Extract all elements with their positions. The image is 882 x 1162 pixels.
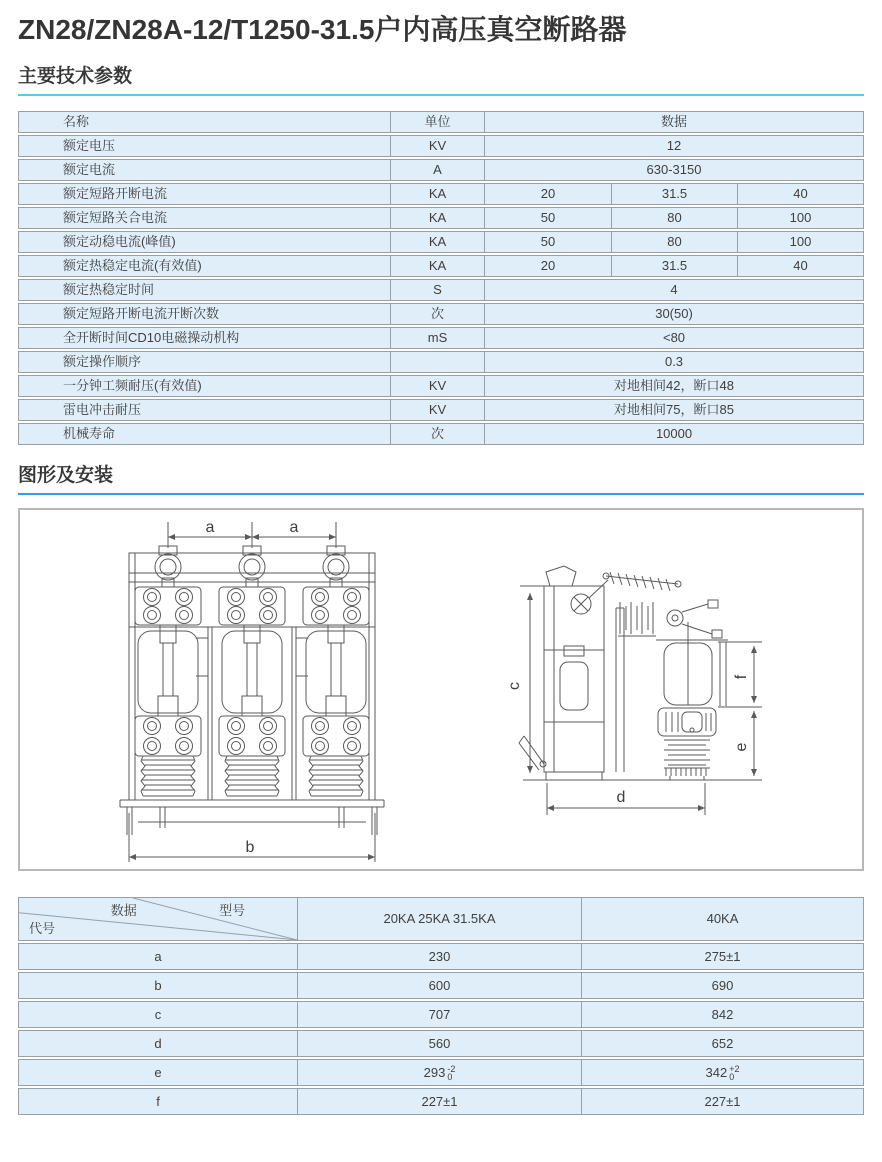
dim-value-cell: 690 [581, 972, 864, 999]
param-unit-cell: mS [390, 327, 484, 349]
param-value-cell: 31.5 [611, 255, 737, 277]
param-unit-cell [390, 351, 484, 373]
tolerance-sup: -2 [447, 1063, 456, 1074]
table-row [18, 1088, 864, 1115]
param-value-cell: 20 [484, 255, 611, 277]
table-row [18, 279, 864, 301]
dim-value-cell-tolerance [297, 1059, 581, 1086]
dim-value-cell: 275±1 [581, 943, 864, 970]
dim-value-cell: 707 [297, 1001, 581, 1028]
dim-value-cell-tolerance [581, 1059, 864, 1086]
table-row [18, 399, 864, 421]
param-value-cell: 100 [737, 231, 864, 253]
col-header-models-1: 20KA 25KA 31.5KA [297, 897, 581, 941]
dim-code-cell: d [18, 1030, 297, 1057]
param-name-cell: 额定动稳电流(峰值) [18, 231, 390, 253]
param-value-cell: 10000 [484, 423, 864, 445]
col-header-unit: 单位 [390, 111, 484, 133]
param-unit-cell: KV [390, 399, 484, 421]
dimensions-table [18, 895, 864, 1117]
dim-value-cell: 560 [297, 1030, 581, 1057]
table-row [18, 1030, 864, 1057]
param-value-cell: 100 [737, 207, 864, 229]
table-row [18, 972, 864, 999]
param-value-cell: 30(50) [484, 303, 864, 325]
diagonal-lines [19, 898, 297, 940]
param-name-cell: 额定电压 [18, 135, 390, 157]
dim-label-a1: a [205, 519, 215, 536]
param-name-cell: 一分钟工频耐压(有效值) [18, 375, 390, 397]
param-value-cell: 50 [484, 231, 611, 253]
param-name-cell: 额定电流 [18, 159, 390, 181]
dim-value-cell: 227±1 [297, 1088, 581, 1115]
dim-label-f: f [733, 674, 750, 680]
param-name-cell: 雷电冲击耐压 [18, 399, 390, 421]
page-title: ZN28/ZN28A-12/T1250-31.5户内高压真空断路器 [18, 14, 627, 45]
dim-code-cell: a [18, 943, 297, 970]
col-header-name: 名称 [18, 111, 390, 133]
dim-label-d: d [616, 789, 626, 806]
param-unit-cell: S [390, 279, 484, 301]
param-name-cell: 额定热稳定电流(有效值) [18, 255, 390, 277]
dim-code-cell: f [18, 1088, 297, 1115]
table-row [18, 231, 864, 253]
param-value-cell: 4 [484, 279, 864, 301]
param-name-cell: 额定短路开断电流 [18, 183, 390, 205]
param-name-cell: 全开断时间CD10电磁操动机构 [18, 327, 390, 349]
table-row [18, 351, 864, 373]
dim-label-e: e [733, 742, 750, 752]
table-row [18, 135, 864, 157]
tolerance-base: 293 [423, 1065, 446, 1080]
col-header-data: 数据 [484, 111, 864, 133]
param-value-cell: <80 [484, 327, 864, 349]
table-row [18, 183, 864, 205]
header-data-label: 数据 [110, 903, 137, 918]
tolerance-sub: 0 [447, 1071, 453, 1082]
param-unit-cell: KV [390, 135, 484, 157]
dim-label-a2: a [289, 519, 299, 536]
dim-code-cell: e [18, 1059, 297, 1086]
table-row [18, 943, 864, 970]
dim-label-b: b [245, 839, 255, 856]
table-row [18, 423, 864, 445]
param-value-cell: 630-3150 [484, 159, 864, 181]
param-unit-cell: KA [390, 231, 484, 253]
section-heading-installation: 图形及安装 [18, 463, 864, 495]
dim-label-c: c [506, 682, 523, 690]
table-header-row [18, 111, 864, 133]
dim-value-cell: 842 [581, 1001, 864, 1028]
table-row [18, 303, 864, 325]
param-unit-cell: KA [390, 207, 484, 229]
param-value-cell: 40 [737, 183, 864, 205]
table-row [18, 375, 864, 397]
param-name-cell: 额定操作顺序 [18, 351, 390, 373]
param-unit-cell: 次 [390, 303, 484, 325]
table-row [18, 159, 864, 181]
section-heading-parameters: 主要技术参数 [18, 64, 864, 96]
table-row [18, 207, 864, 229]
param-value-cell: 80 [611, 231, 737, 253]
param-name-cell: 机械寿命 [18, 423, 390, 445]
param-name-cell: 额定短路开断电流开断次数 [18, 303, 390, 325]
dim-code-cell: b [18, 972, 297, 999]
param-value-cell: 20 [484, 183, 611, 205]
param-value-cell: 31.5 [611, 183, 737, 205]
param-unit-cell: KV [390, 375, 484, 397]
side-view [506, 566, 762, 815]
parameters-table [18, 109, 864, 447]
dim-value-cell: 230 [297, 943, 581, 970]
dim-code-cell: c [18, 1001, 297, 1028]
param-value-cell: 对地相间42，断口48 [484, 375, 864, 397]
tolerance-base: 342 [705, 1065, 728, 1080]
param-unit-cell: KA [390, 255, 484, 277]
dim-value-cell: 652 [581, 1030, 864, 1057]
diagonal-header-cell [18, 897, 297, 941]
param-value-cell: 40 [737, 255, 864, 277]
dim-value-cell: 600 [297, 972, 581, 999]
param-unit-cell: KA [390, 183, 484, 205]
param-unit-cell: 次 [390, 423, 484, 445]
front-view [120, 519, 384, 862]
table-header-row [18, 897, 864, 941]
table-row [18, 327, 864, 349]
param-value-cell: 对地相间75，断口85 [484, 399, 864, 421]
tolerance-sup: +2 [729, 1063, 740, 1074]
param-value-cell: 0.3 [484, 351, 864, 373]
table-row [18, 1001, 864, 1028]
param-value-cell: 50 [484, 207, 611, 229]
param-name-cell: 额定短路关合电流 [18, 207, 390, 229]
col-header-models-2: 40KA [581, 897, 864, 941]
dim-value-cell: 227±1 [581, 1088, 864, 1115]
param-name-cell: 额定热稳定时间 [18, 279, 390, 301]
table-row [18, 1059, 864, 1086]
param-value-cell: 80 [611, 207, 737, 229]
param-unit-cell: A [390, 159, 484, 181]
installation-drawing [20, 510, 862, 869]
header-code-label: 代号 [29, 921, 56, 936]
installation-figure [18, 508, 864, 871]
page [0, 12, 882, 1117]
param-value-cell: 12 [484, 135, 864, 157]
tolerance-sub: 0 [729, 1071, 735, 1082]
header-model-label: 型号 [219, 903, 246, 918]
table-row [18, 255, 864, 277]
